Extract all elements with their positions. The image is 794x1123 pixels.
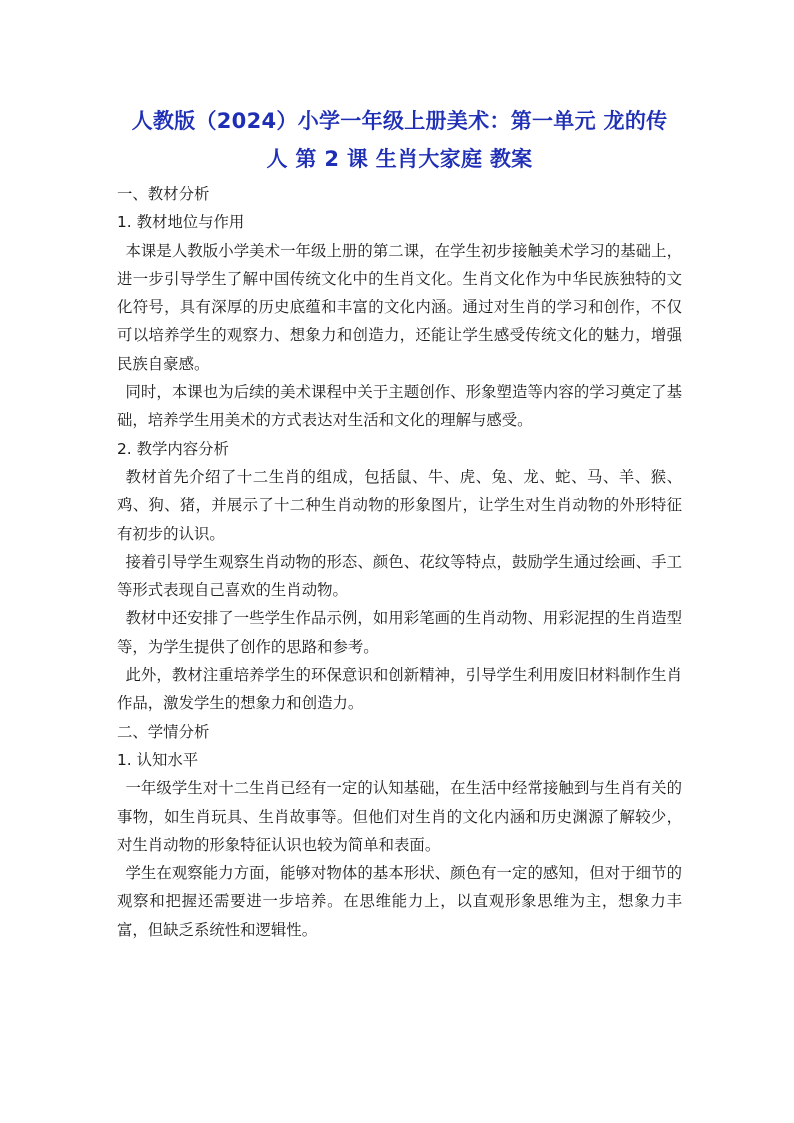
subheading-position-role: 1. 教材地位与作用 [117, 213, 245, 232]
document-title [117, 102, 682, 178]
paragraph: 学生在观察能力方面，能够对物体的基本形状、颜色有一定的感知，但对于细节的观察和把握还需要进一步培养。在思维能力上，以直观形象思维为主，想象力丰富，但缺乏系统性和逻辑性。 [117, 864, 682, 939]
paragraph: 接着引导学生观察生肖动物的形态、颜色、花纹等特点，鼓励学生通过绘画、手工等形式表现自己喜欢的生肖动物。 [117, 552, 682, 600]
subheading-content-analysis: 2. 教学内容分析 [117, 439, 229, 458]
title-line-2: 人 第 2 课 生肖大家庭 教案 [266, 147, 533, 171]
document-body [117, 180, 682, 944]
paragraph: 教材首先介绍了十二生肖的组成，包括鼠、牛、虎、兔、龙、蛇、马、羊、猴、鸡、狗、猪，并展示了十二种生肖动物的形象图片，让学生对生肖动物的外形特征有初步的认识。 [117, 467, 682, 543]
subheading-cognitive-level: 1. 认知水平 [117, 750, 199, 769]
paragraph: 此外，教材注重培养学生的环保意识和创新精神，引导学生利用废旧材料制作生肖作品，激发学生的想象力和创造力。 [117, 666, 682, 713]
paragraph: 一年级学生对十二生肖已经有一定的认知基础，在生活中经常接触到与生肖有关的事物，如生肖玩具、生肖故事等。但他们对生肖的文化内涵和历史渊源了解较少，对生肖动物的形象特征认识也较为简单和表面。 [117, 779, 682, 854]
paragraph: 本课是人教版小学美术一年级上册的第二课，在学生初步接触美术学习的基础上，进一步引导学生了解中国传统文化中的生肖文化。生肖文化作为中华民族独特的文化符号，具有深厚的历史底蕴和丰富的文化内涵。通过对生肖的学习和创作，不仅可以培养学生的观察力、想象力和创造力，还能让学生感受传统文化的魅力，增强民族自豪感。 [117, 241, 682, 373]
title-line-1: 人教版（2024）小学一年级上册美术：第一单元 龙的传 [131, 109, 668, 133]
paragraph: 同时，本课也为后续的美术课程中关于主题创作、形象塑造等内容的学习奠定了基础，培养学生用美术的方式表达对生活和文化的理解与感受。 [117, 383, 682, 430]
section-heading-textbook-analysis: 一、教材分析 [117, 185, 210, 203]
paragraph: 教材中还安排了一些学生作品示例，如用彩笔画的生肖动物、用彩泥捏的生肖造型等，为学生提供了创作的思路和参考。 [117, 609, 682, 656]
section-heading-student-analysis: 二、学情分析 [117, 722, 210, 741]
